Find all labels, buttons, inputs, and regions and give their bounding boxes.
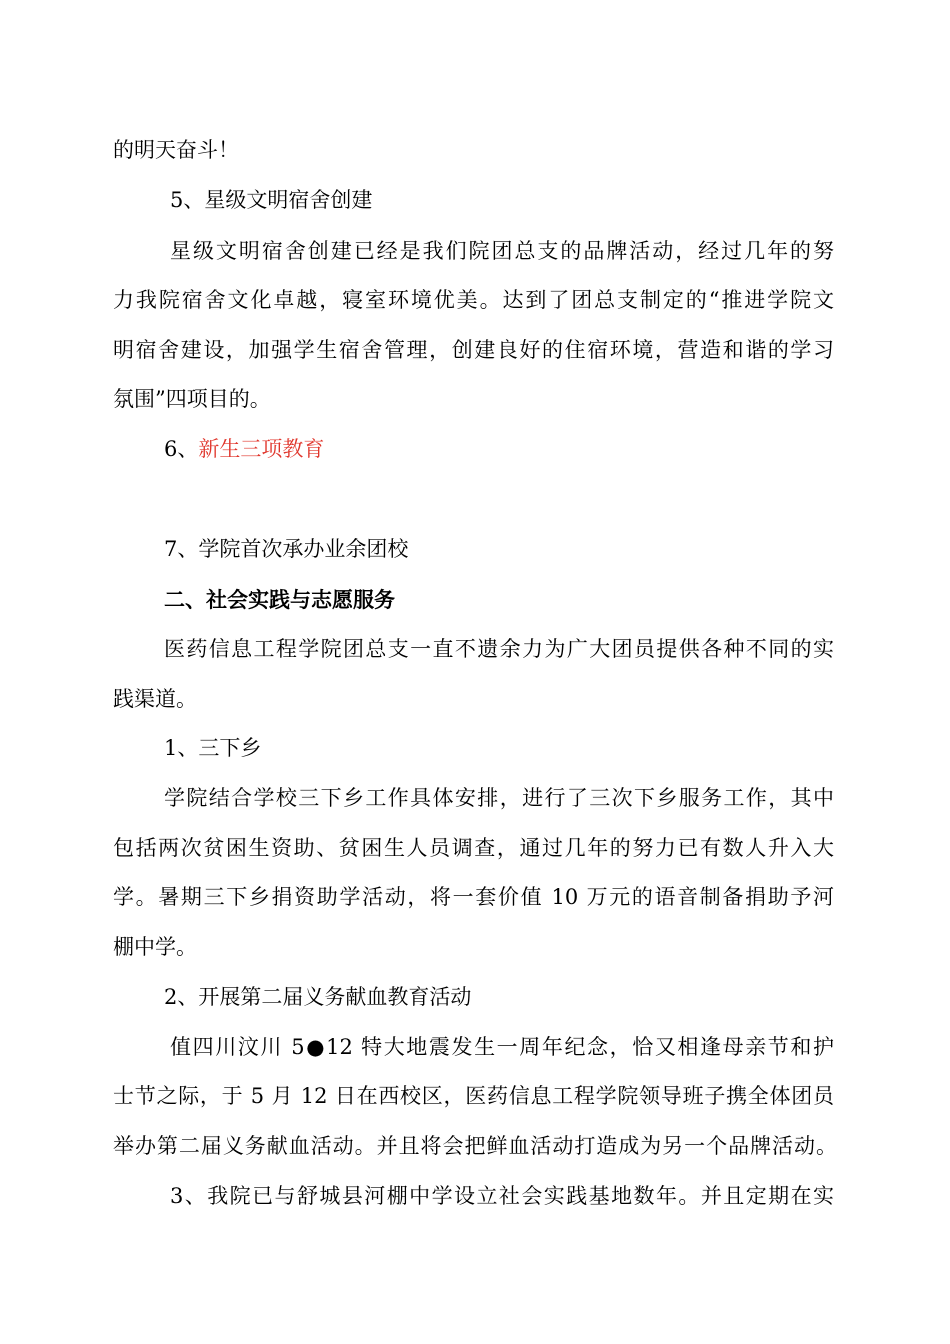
paragraph-line: 学。暑期三下乡捐资助学活动，将一套价值 10 万元的语音制备捐助予河 <box>113 885 834 909</box>
item-title-red: 新生三项教育 <box>198 437 325 461</box>
paragraph-line: 包括两次贫困生资助、贫困生人员调查，通过几年的努力已有数人升入大 <box>113 836 834 860</box>
paragraph-line: 医药信息工程学院团总支一直不遗余力为广大团员提供各种不同的实 <box>164 637 834 661</box>
paragraph-line: 力我院宿舍文化卓越，寝室环境优美。达到了团总支制定的“推进学院文 <box>113 288 834 312</box>
paragraph-line: 棚中学。 <box>113 935 197 959</box>
paragraph-line: 氛围”四项目的。 <box>113 387 271 411</box>
paragraph-line: 践渠道。 <box>113 687 197 711</box>
section-heading: 二、社会实践与志愿服务 <box>164 587 395 612</box>
sub-heading-1: 1、三下乡 <box>164 736 262 760</box>
paragraph-line: 学院结合学校三下乡工作具体安排，进行了三次下乡服务工作，其中 <box>164 786 834 810</box>
paragraph-line: 的明天奋斗！ <box>113 138 239 162</box>
paragraph-line: 士节之际，于 5 月 12 日在西校区，医药信息工程学院领导班子携全体团员 <box>113 1084 834 1108</box>
sub-heading-3: 3、我院已与舒城县河棚中学设立社会实践基地数年。并且定期在实 <box>170 1184 834 1208</box>
paragraph-line: 举办第二届义务献血活动。并且将会把鲜血活动打造成为另一个品牌活动。 <box>113 1134 837 1158</box>
item-heading-6 <box>164 435 324 463</box>
paragraph-line: 星级文明宿舍创建已经是我们院团总支的品牌活动，经过几年的努 <box>170 239 834 263</box>
sub-heading-2: 2、开展第二届义务献血教育活动 <box>164 985 472 1009</box>
item-heading-7: 7、学院首次承办业余团校 <box>164 537 409 561</box>
paragraph-line: 明宿舍建设，加强学生宿舍管理，创建良好的住宿环境，营造和谐的学习 <box>113 338 834 362</box>
item-number: 6、 <box>164 437 199 461</box>
paragraph-line: 值四川汶川 5●12 特大地震发生一周年纪念，恰又相逢母亲节和护 <box>170 1035 834 1059</box>
item-heading-5: 5、星级文明宿舍创建 <box>170 188 373 212</box>
